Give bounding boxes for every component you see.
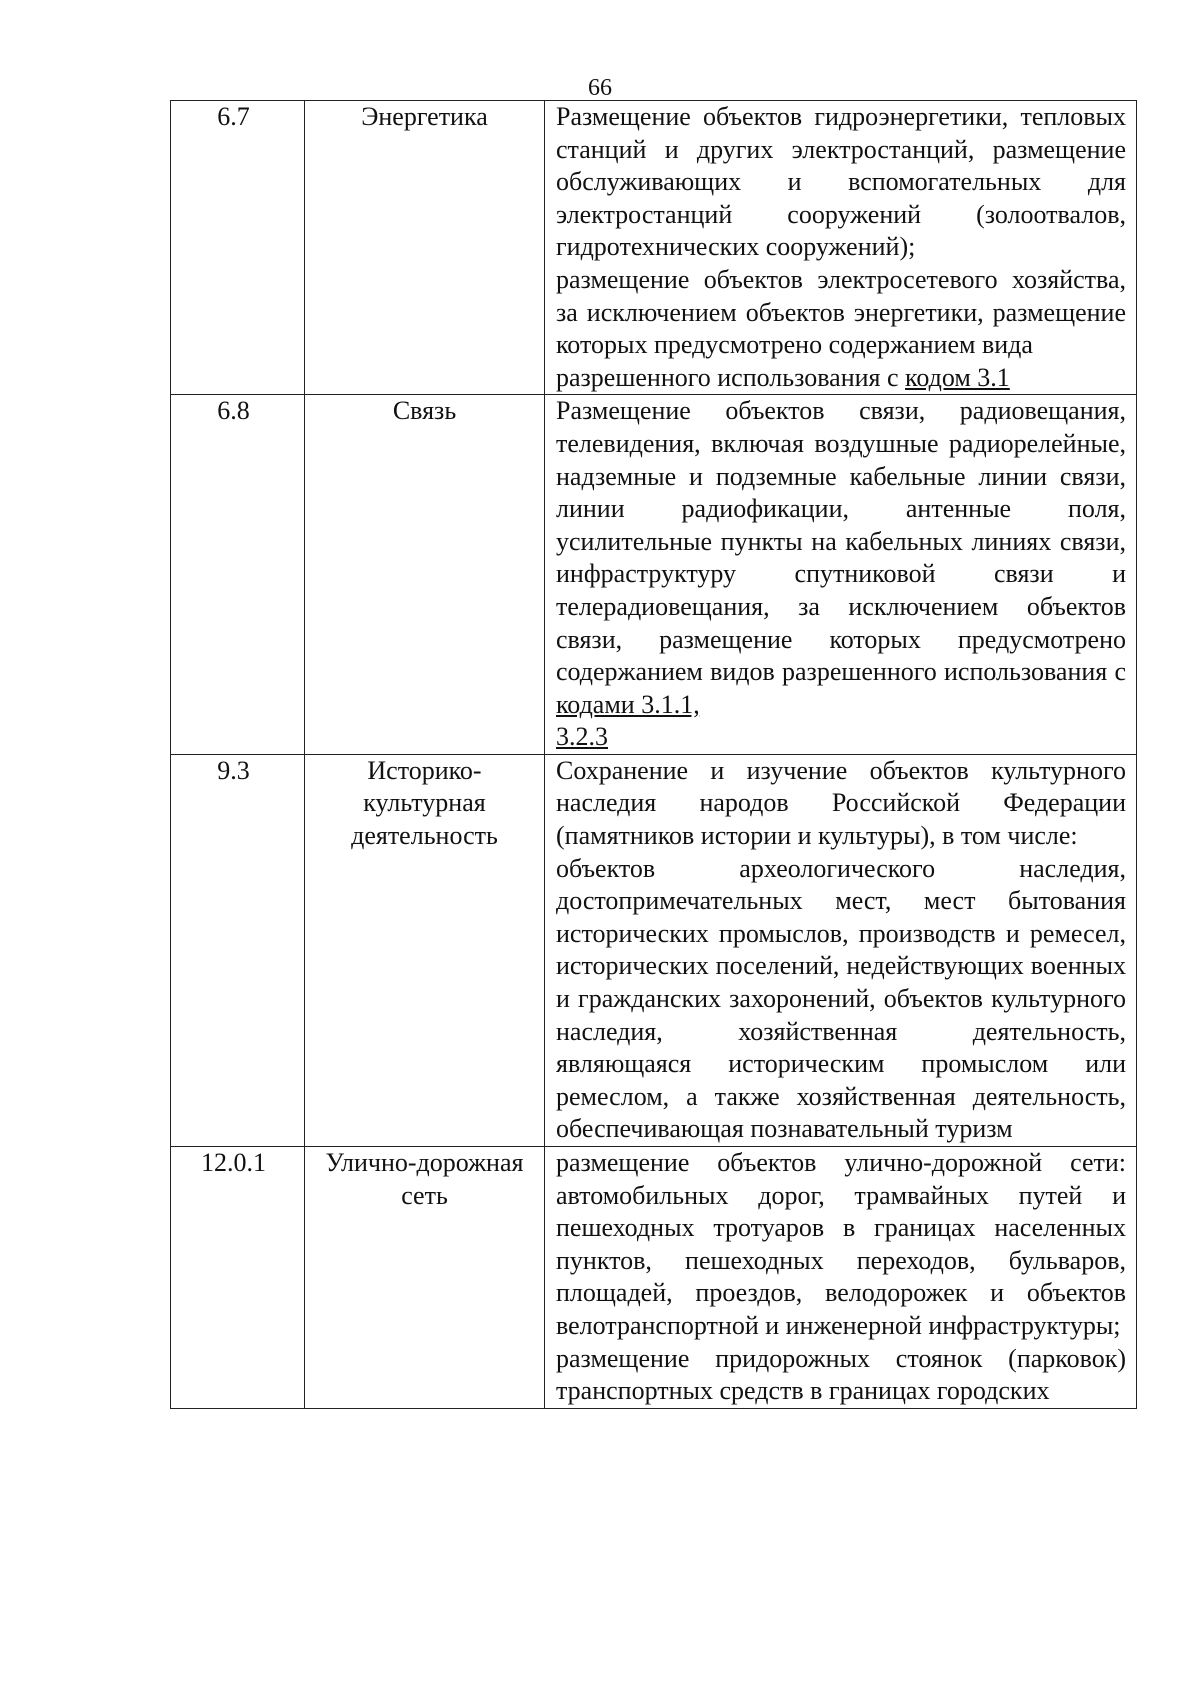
row-name: Связь xyxy=(305,395,545,755)
description-text: Размещение объектов связи, радиовещания, телевидения, включая воздушные радиорелейные, надземные и подземные кабельные линии связи, линии радиофикации, антенные поля, усилительные пункты на кабельных линиях связи, инфраструктуру спутниковой связи и телерадиовещания, за исключением объектов связи, размещение которых предусмотрено содержанием видов разрешенного использования с xyxy=(556,396,1126,687)
code-reference-link[interactable]: кодами 3.1.1, xyxy=(556,689,700,719)
row-name: Историко-культурная деятельность xyxy=(305,754,545,1146)
table-row xyxy=(171,395,1137,755)
row-code: 9.3 xyxy=(171,754,305,1146)
row-name: Улично-дорожная сеть xyxy=(305,1147,545,1409)
land-use-table xyxy=(170,100,1137,1409)
table-row xyxy=(171,101,1137,395)
description-paragraph: объектов археологического наследия, достопримечательных мест, мест бытования исторических промыслов, производств и ремесел, исторических поселений, недействующих военных и гражданских захоронений, объектов культурного наследия, хозяйственная деятельность, являющаяся историческим промыслом или ремеслом, а также хозяйственная деятельность, обеспечивающая познавательный туризм xyxy=(556,853,1126,1144)
row-description xyxy=(545,101,1137,395)
description-paragraph-tail xyxy=(556,362,1126,395)
code-reference-link[interactable]: кодом 3.1 xyxy=(905,362,1010,392)
row-description xyxy=(545,1147,1137,1409)
code-reference-link[interactable]: 3.2.3 xyxy=(556,722,608,752)
description-paragraph: размещение придорожных стоянок (парковок) транспортных средств в границах городских xyxy=(556,1343,1126,1406)
description-paragraph: Размещение объектов гидроэнергетики, тепловых станций и других электростанций, размещение обслуживающих и вспомогательных для электростанций сооружений (золоотвалов, гидротехнических сооружений); xyxy=(556,102,1126,262)
description-paragraph: размещение объектов электросетевого хозяйства, за исключением объектов энергетики, размещение которых предусмотрено содержанием вида xyxy=(556,264,1126,360)
description-text: разрешенного использования с xyxy=(556,362,906,392)
row-name: Энергетика xyxy=(305,101,545,395)
table-row xyxy=(171,1147,1137,1409)
page-number: 66 xyxy=(588,75,612,101)
row-code: 6.8 xyxy=(171,395,305,755)
row-description xyxy=(545,754,1137,1146)
description-paragraph xyxy=(556,395,1126,721)
description-paragraph-tail xyxy=(556,721,1126,754)
table-row xyxy=(171,754,1137,1146)
row-code: 6.7 xyxy=(171,101,305,395)
row-code: 12.0.1 xyxy=(171,1147,305,1409)
description-paragraph: размещение объектов улично-дорожной сети: автомобильных дорог, трамвайных путей и пешеходных тротуаров в границах населенных пунктов, пешеходных переходов, бульваров, площадей, проездов, велодорожек и объектов велотранспортной и инженерной инфраструктуры; xyxy=(556,1148,1126,1340)
row-description xyxy=(545,395,1137,755)
description-paragraph: Сохранение и изучение объектов культурного наследия народов Российской Федерации (памятников истории и культуры), в том числе: xyxy=(556,755,1126,851)
